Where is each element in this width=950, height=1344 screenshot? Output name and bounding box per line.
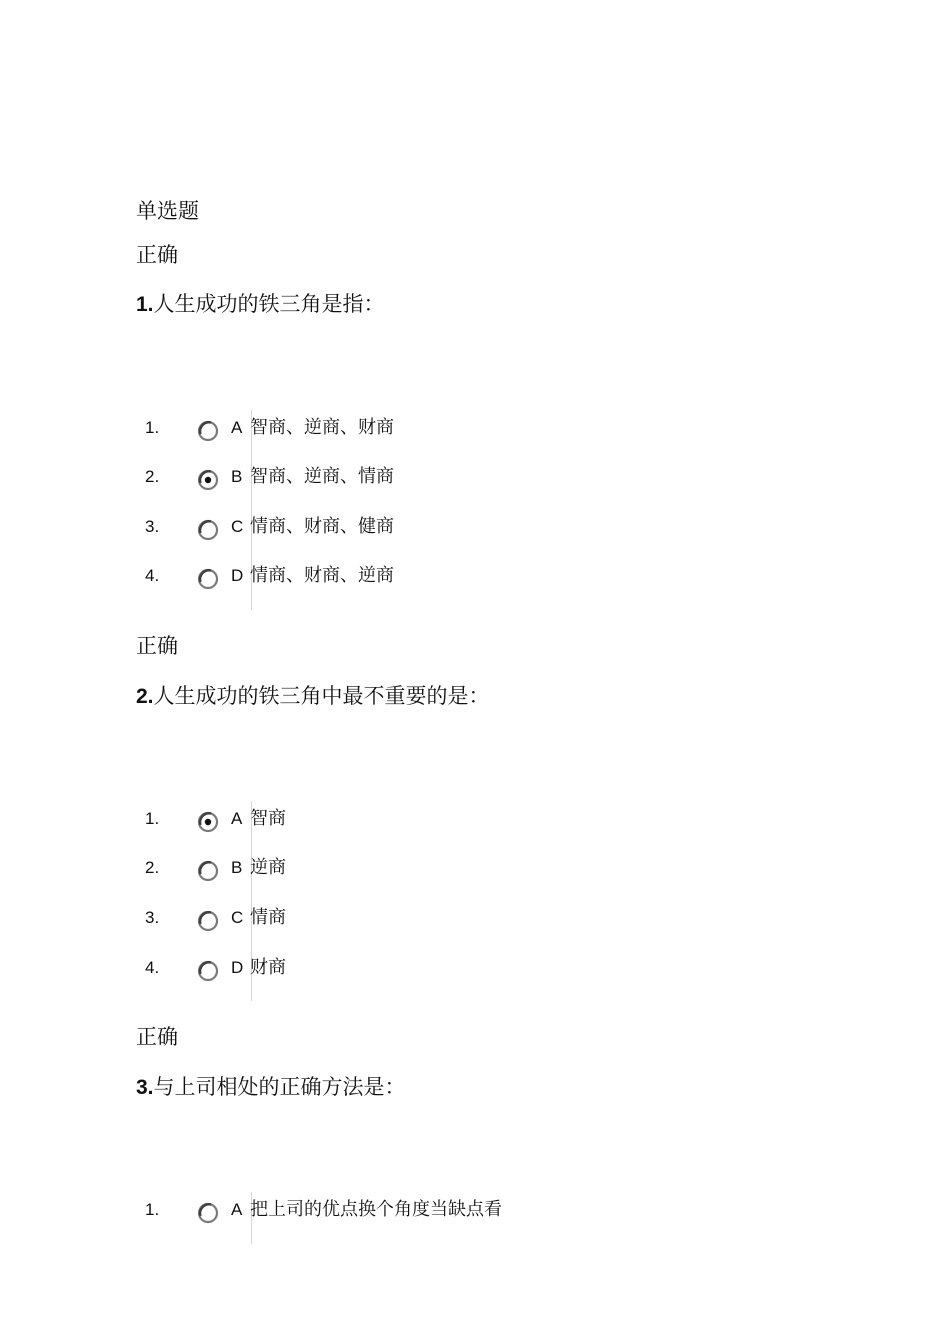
option-letter: A — [231, 809, 243, 828]
option-letter: D — [231, 566, 244, 585]
option-index: 1. — [145, 1200, 160, 1219]
option-index: 1. — [145, 809, 160, 828]
radio-button[interactable] — [197, 519, 219, 541]
radio-button[interactable] — [197, 420, 219, 442]
question-2-text: 人生成功的铁三角中最不重要的是： — [153, 684, 490, 708]
option-index: 1. — [145, 418, 160, 437]
option-label: 财商 — [250, 957, 286, 978]
option-label: 把上司的优点换个角度当缺点看 — [250, 1199, 502, 1220]
option-label: 情商 — [250, 907, 286, 928]
radio-button[interactable] — [197, 811, 219, 833]
radio-button[interactable] — [197, 469, 219, 491]
option-row[interactable] — [145, 517, 645, 551]
question-3-text: 与上司相处的正确方法是： — [153, 1075, 406, 1099]
option-row[interactable] — [145, 418, 645, 452]
question-3-status: 正确 — [136, 1025, 178, 1049]
option-index: 3. — [145, 908, 160, 927]
option-label: 情商、财商、健商 — [250, 516, 394, 537]
option-letter: C — [231, 908, 244, 927]
question-2-title — [136, 684, 490, 709]
radio-button[interactable] — [197, 860, 219, 882]
radio-button[interactable] — [197, 1202, 219, 1224]
question-1-number: 1. — [136, 293, 154, 316]
question-3-title — [136, 1075, 406, 1100]
option-index: 2. — [145, 467, 160, 486]
section-title: 单选题 — [136, 199, 199, 223]
radio-button[interactable] — [197, 960, 219, 982]
option-label: 情商、财商、逆商 — [250, 565, 394, 586]
option-label: 智商、逆商、财商 — [250, 417, 394, 438]
option-letter: B — [231, 858, 243, 877]
option-letter: B — [231, 467, 243, 486]
option-row[interactable] — [145, 958, 645, 992]
option-index: 3. — [145, 517, 160, 536]
option-label: 智商 — [250, 808, 286, 829]
option-row[interactable] — [145, 858, 645, 892]
option-row[interactable] — [145, 908, 645, 942]
option-row[interactable] — [145, 809, 645, 843]
option-letter: A — [231, 418, 243, 437]
question-1-title — [136, 292, 385, 317]
question-2-number: 2. — [136, 685, 154, 708]
question-1-status: 正确 — [136, 243, 178, 267]
radio-checked-dot — [205, 477, 211, 483]
option-index: 4. — [145, 958, 160, 977]
option-index: 4. — [145, 566, 160, 585]
option-row[interactable] — [145, 467, 645, 501]
option-label: 逆商 — [250, 857, 286, 878]
option-index: 2. — [145, 858, 160, 877]
option-row[interactable] — [145, 1200, 645, 1234]
option-label: 智商、逆商、情商 — [250, 466, 394, 487]
radio-checked-dot — [205, 819, 211, 825]
radio-button[interactable] — [197, 568, 219, 590]
option-row[interactable] — [145, 566, 645, 600]
question-1-text: 人生成功的铁三角是指： — [153, 292, 385, 316]
option-letter: C — [231, 517, 244, 536]
radio-button[interactable] — [197, 910, 219, 932]
option-letter: D — [231, 958, 244, 977]
question-3-number: 3. — [136, 1076, 154, 1099]
question-2-status: 正确 — [136, 634, 178, 658]
option-letter: A — [231, 1200, 243, 1219]
